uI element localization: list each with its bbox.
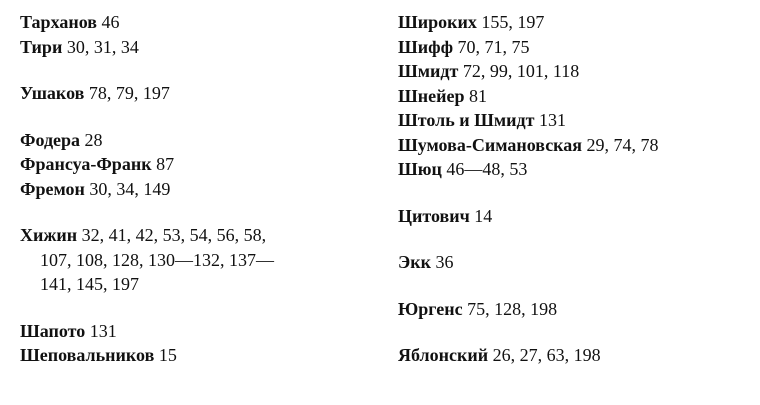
entry-name: Фремон (20, 178, 85, 199)
entry-pages: 15 (158, 345, 177, 365)
index-column-left (20, 10, 365, 368)
index-entry (398, 343, 753, 368)
entry-name: Фодера (20, 129, 81, 150)
index-entry (398, 35, 753, 60)
index-entry (20, 10, 365, 35)
entry-name: Ушаков (20, 83, 85, 103)
entry-pages: 26, 27, 63, 198 (492, 345, 601, 365)
entry-pages: 28 (84, 129, 103, 150)
index-entry (20, 177, 365, 202)
index-entry (20, 152, 365, 177)
entry-pages: 155, 197 (481, 12, 545, 32)
entry-pages: 131 (538, 110, 566, 130)
entry-name: Шнейер (398, 85, 465, 106)
entry-pages: 72, 99, 101, 118 (462, 61, 580, 81)
index-column-right (398, 10, 753, 368)
index-entry (20, 128, 365, 153)
index-entry (398, 204, 753, 229)
entry-pages: 78, 79, 197 (88, 83, 170, 103)
index-entry (398, 250, 753, 275)
index-entry (398, 297, 753, 322)
entry-name: Тири (20, 36, 63, 57)
entry-name: Яблонский (398, 345, 489, 365)
index-entry (398, 59, 753, 84)
index-entry (398, 157, 753, 182)
entry-pages: 70, 71, 75 (457, 36, 530, 57)
index-entry (20, 81, 365, 106)
entry-pages: 30, 34, 149 (89, 178, 171, 199)
entry-name: Штоль и Шмидт (398, 110, 535, 130)
index-entry (398, 10, 753, 35)
entry-pages: 46 (101, 12, 120, 32)
index-entry (20, 319, 365, 344)
entry-pages: 131 (89, 320, 117, 341)
entry-name: Шюц (398, 159, 442, 179)
entry-pages: 46—48, 53 (446, 159, 528, 179)
entry-pages: 32, 41, 42, 53, 54, 56, 58, (81, 225, 267, 245)
entry-pages: 87 (156, 154, 175, 174)
entry-pages-continued: 141, 145, 197 (40, 274, 139, 294)
entry-pages: 81 (469, 85, 487, 106)
entry-name: Шапото (20, 320, 86, 341)
entry-name: Хижин (20, 225, 78, 245)
index-entry (20, 343, 365, 368)
entry-pages: 14 (474, 205, 493, 226)
entry-name: Шеповальников (20, 345, 155, 365)
entry-name: Франсуа-Франк (20, 154, 152, 174)
entry-name: Юргенс (398, 298, 463, 319)
entry-name: Экк (398, 252, 431, 272)
entry-pages: 29, 74, 78 (586, 134, 659, 155)
index-entry (20, 35, 365, 60)
entry-pages-continued: 107, 108, 128, 130—132, 137— (40, 249, 274, 270)
index-entry (398, 84, 753, 109)
index-entry (398, 108, 753, 133)
index-entry (398, 133, 753, 158)
entry-pages: 36 (435, 252, 454, 272)
entry-name: Цитович (398, 205, 470, 226)
entry-pages: 75, 128, 198 (467, 298, 558, 319)
entry-name: Шифф (398, 36, 454, 57)
entry-name: Широких (398, 12, 477, 32)
entry-pages: 30, 31, 34 (66, 36, 139, 57)
entry-name: Шмидт (398, 61, 459, 81)
index-entry (20, 223, 365, 297)
entry-name: Шумова-Симановская (398, 134, 583, 155)
entry-name: Тарханов (20, 12, 97, 32)
